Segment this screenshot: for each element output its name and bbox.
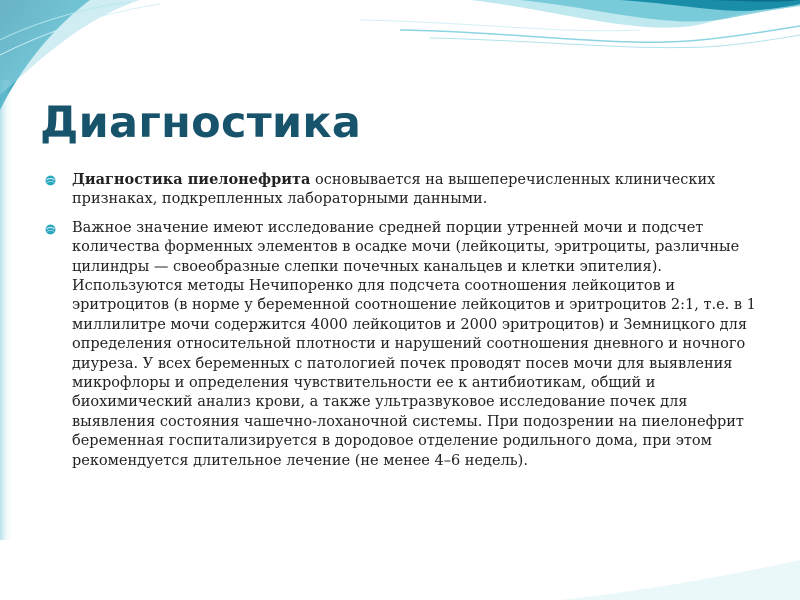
- bullet-2-text: Важное значение имеют исследование средней порции утренней мочи и подсчет количества форменных элементов в осадке мочи (лейкоциты, эритроциты, различные цилиндры — своеобразные слепки почечных канальцев и клетки эпителия). Используются методы Нечипоренко для подсчета соотношения лейкоцитов и эритроцитов (в норме у беременной соотношение лейкоцитов и эритроцитов 2:1, т.е. в 1 миллилитре мочи содержится 4000 лейкоцитов и 2000 эритроцитов) и Земницкого для определения относительной плотности и нарушений соотношения дневного и ночного диуреза. У всех беременных с патологией почек проводят посев мочи для выявления микрофлоры и определения чувствительности ее к антибиотикам, общий и биохимический анализ крови, а также ультразвуковое исследование почек для выявления состояния чашечно-лоханочной системы. При подозрении на пиелонефрит беременная госпитализируется в дородовое отделение родильного дома, при этом рекомендуется длительное лечение (не менее 4–6 недель).: [72, 219, 756, 469]
- bullet-1-text: основывается на вышеперечисленных клинических признаках, подкрепленных лабораторными данными.: [72, 172, 716, 208]
- bullet-item-1: [42, 170, 762, 210]
- bullet-marker-icon: [45, 224, 56, 235]
- slide-title: Диагностика: [40, 98, 362, 148]
- bullet-marker-icon: [45, 175, 56, 186]
- bullet-item-2: [42, 219, 762, 471]
- bullet-list: [42, 170, 762, 471]
- bullet-1-lead-text: Диагностика пиелонефрита: [72, 171, 311, 188]
